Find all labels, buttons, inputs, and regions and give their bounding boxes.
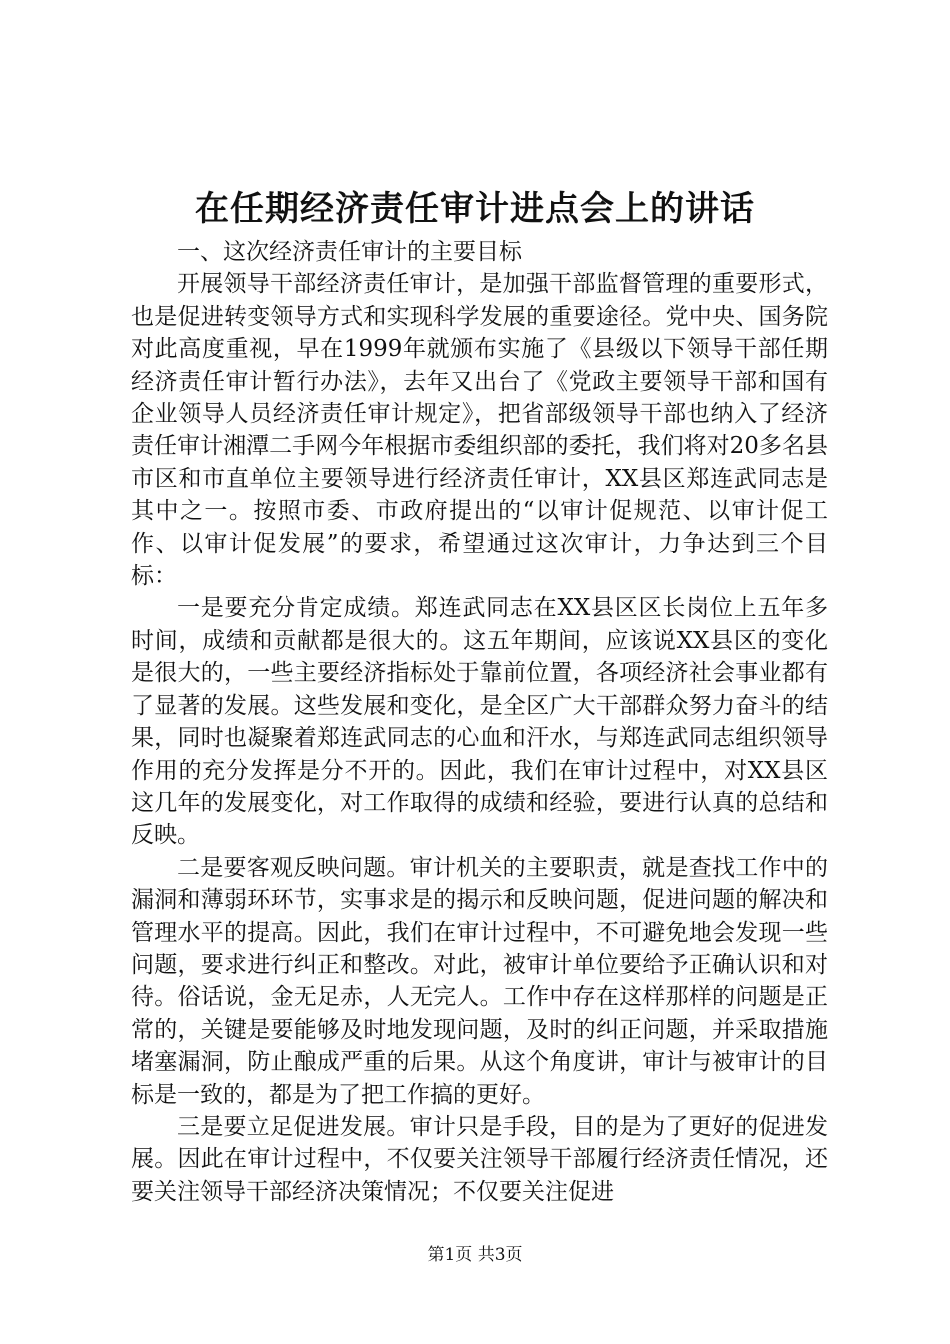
- paragraph-goal-three: 三是要立足促进发展。审计只是手段，目的是为了更好的促进发展。因此在审计过程中，不仅要关注领导干部履行经济责任情况，还要关注领导干部经济决策情况；不仅要关注促进: [131, 1113, 828, 1205]
- page-footer: 第1页 共3页: [427, 1245, 523, 1265]
- paragraph-goal-one: 一是要充分肯定成绩。郑连武同志在XX县区区长岗位上五年多时间，成绩和贡献都是很大的。这五年期间，应该说XX县区的变化是很大的，一些主要经济指标处于靠前位置，各项经济社会事业都有了显著的发展。这些发展和变化，是全区广大干部群众努力奋斗的结果，同时也凝聚着郑连武同志的心血和汗水，与郑连武同志组织领导作用的充分发挥是分不开的。因此，我们在审计过程中，对XX县区这几年的发展变化，对工作取得的成绩和经验，要进行认真的总结和反映。: [131, 595, 828, 849]
- document-title: 在任期经济责任审计进点会上的讲话: [195, 189, 755, 229]
- document-body: [131, 236, 828, 1208]
- section-heading: 一、这次经济责任审计的主要目标: [177, 239, 522, 265]
- paragraph-goal-two: 二是要客观反映问题。审计机关的主要职责，就是查找工作中的漏洞和薄弱环环节，实事求是的揭示和反映问题，促进问题的解决和管理水平的提高。因此，我们在审计过程中，不可避免地会发现一些问题，要求进行纠正和整改。对此，被审计单位要给予正确认识和对待。俗话说，金无足赤，人无完人。工作中存在这样那样的问题是正常的，关键是要能够及时地发现问题，及时的纠正问题，并采取措施堵塞漏洞，防止酿成严重的后果。从这个角度讲，审计与被审计的目标是一致的，都是为了把工作搞的更好。: [131, 854, 828, 1108]
- paragraph-intro: 开展领导干部经济责任审计，是加强干部监督管理的重要形式，也是促进转变领导方式和实现科学发展的重要途径。党中央、国务院对此高度重视，早在1999年就颁布实施了《县级以下领导干部任期经济责任审计暂行办法》，去年又出台了《党政主要领导干部和国有企业领导人员经济责任审计规定》，把省部级领导干部也纳入了经济责任审计湘潭二手网今年根据市委组织部的委托，我们将对20多名县市区和市直单位主要领导进行经济责任审计，XX县区郑连武同志是其中之一。按照市委、市政府提出的“以审计促规范、以审计促工作、以审计促发展”的要求，希望通过这次审计，力争达到三个目标：: [131, 271, 828, 590]
